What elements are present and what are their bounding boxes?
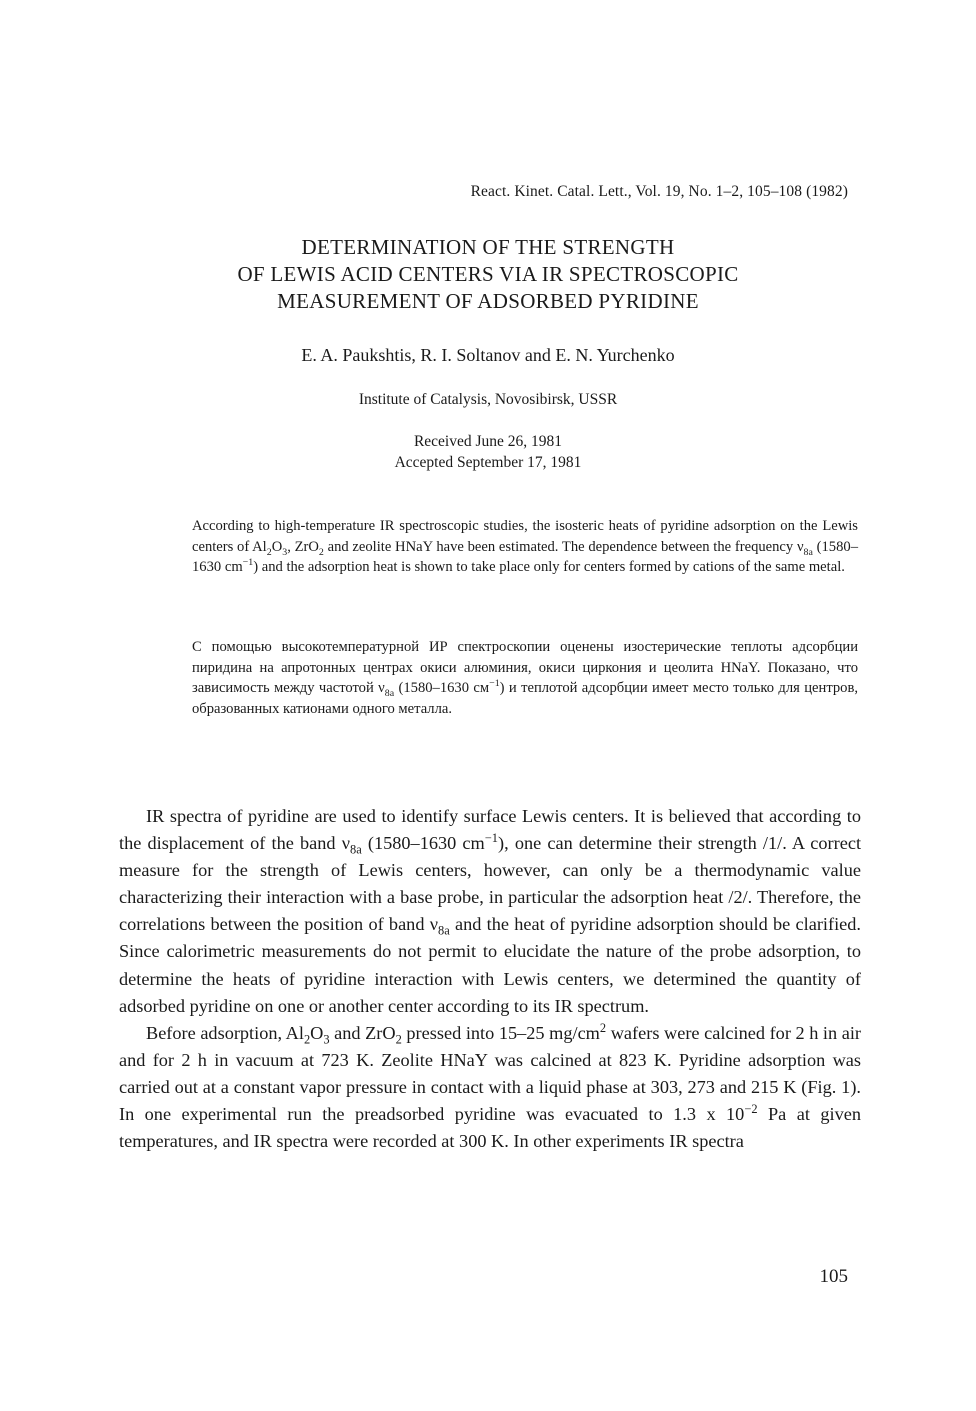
institution: Institute of Catalysis, Novosibirsk, USSR	[358, 391, 618, 408]
abstract-russian: С помощью высокотемпературной ИР спектроскопии оценены изостерические теплоты адсорбции пиридина на апротонных центрах окиси алюминия, окиси циркония и цеолита HNaY. Показано, что зависимость между частотой $\nu_{8a}$ (1580–1630 $см^{-1}$) и теплотой адсорбции имеет место только для центров, образованных катионами одного металла.	[192, 639, 859, 717]
title-line-3: MEASUREMENT OF ADSORBED PYRIDINE	[277, 289, 699, 313]
page-number: 105	[819, 1266, 848, 1287]
submission-dates	[100, 431, 876, 473]
title-line-2: OF LEWIS ACID CENTERS VIA IR SPECTROSCOPIC	[237, 262, 739, 286]
body-paragraph-1: IR spectra of pyridine are used to identify surface Lewis centers. It is believed that according to the displacement of the band $\nu_{8a}$ (1580–1630 $cm^{-1}$), one can determine their strength /1/. A correct measure for the strength of Lewis centers, however, can only be a thermodynamic value characterizing their interaction with a base probe, in particular the adsorption heat /2/. Therefore, the correlations between the position of band $\nu_{8a}$ and the heat of pyridine adsorption should be clarified. Since calorimetric measurements do not permit to elucidate the nature of the probe adsorption, to determine the heats of pyridine interaction with Lewis centers, we determined the quantity of adsorbed pyridine on one or another center according to its IR spectrum.	[119, 806, 862, 1016]
authors: E. A. Paukshtis, R. I. Soltanov and E. N. Yurchenko	[301, 345, 675, 365]
paper-title	[100, 234, 876, 315]
received-date: Received June 26, 1981	[413, 433, 563, 450]
journal-reference: React. Kinet. Catal. Lett., Vol. 19, No. 1–2, 105–108 (1982)	[470, 183, 848, 200]
body-text	[119, 803, 861, 1155]
body-paragraph-2: Before adsorption, $Al_2O_3$ and ZrO$_2$ pressed into 15–25 $mg/cm^2$ wafers were calcined for 2 h in air and for 2 h in vacuum at 723 K. Zeolite HNaY was calcined at 823 K. Pyridine adsorption was carried out at a constant vapor pressure in contact with a liquid phase at 303, 273 and 215 K (Fig. 1). In one experimental run the preadsorbed pyridine was evacuated to 1.3 x $10^{-2}$ Pa at given temperatures, and IR spectra were recorded at 300 K. In other experiments IR spectra	[119, 1020, 862, 1152]
title-line-1: DETERMINATION OF THE STRENGTH	[301, 235, 675, 259]
abstract-english: According to high-temperature IR spectroscopic studies, the isosteric heats of pyridine adsorption on the Lewis centers of $Al_2O_3$, ZrO$_2$ and zeolite HNaY have been estimated. The dependence between the frequency $\nu_{8a}$ (1580–1630 $cm^{-1}$) and the adsorption heat is shown to take place only for centers formed by cations of the same metal.	[192, 518, 858, 575]
accepted-date: Accepted September 17, 1981	[394, 454, 582, 471]
